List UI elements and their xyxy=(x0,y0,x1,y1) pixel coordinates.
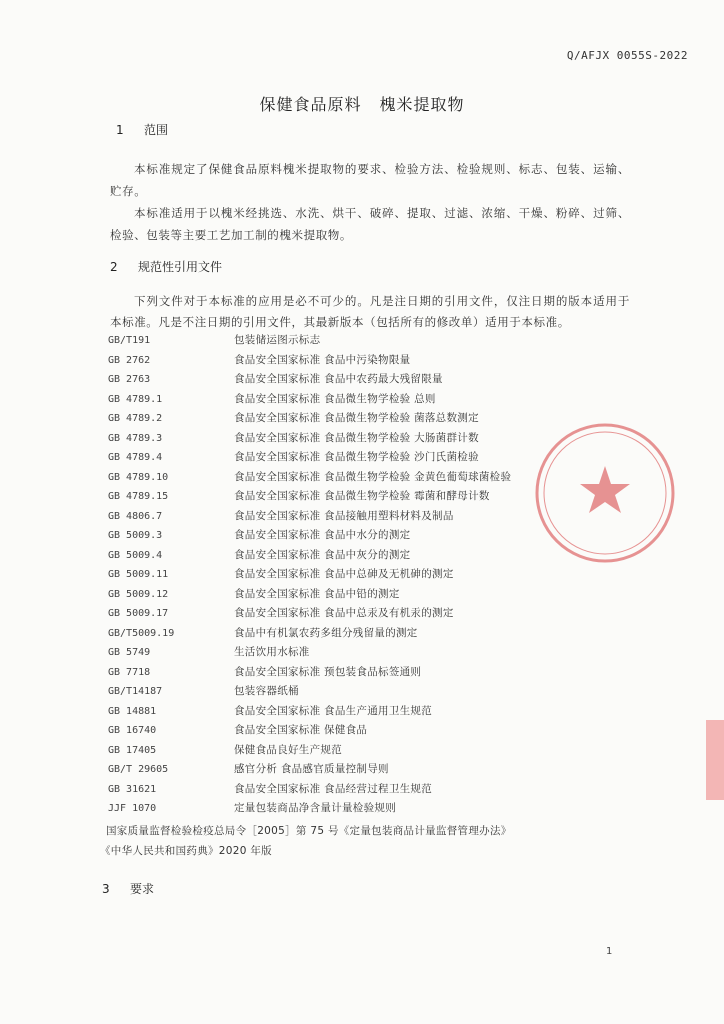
reference-code: GB/T5009.19 xyxy=(108,627,175,639)
reference-item xyxy=(108,390,628,410)
reference-code: GB 4789.2 xyxy=(108,413,163,424)
edge-stamp-fragment xyxy=(706,720,724,800)
reference-code: GB 2763 xyxy=(108,374,151,385)
normative-intro: 下列文件对于本标准的应用是必不可少的。凡是注日期的引用文件，仅注日期的版本适用于本标准。凡是不注日期的引用文件，其最新版本（包括所有的修改单）适用于本标准。 xyxy=(110,294,630,329)
reference-item xyxy=(108,663,628,683)
reference-code: GB 4789.4 xyxy=(108,452,163,463)
reference-name: 食品安全国家标准 食品中总汞及有机汞的测定 xyxy=(234,607,454,619)
reference-code: GB 17405 xyxy=(108,744,157,756)
reference-code: GB 16740 xyxy=(108,725,157,736)
section-heading-3: 3 要求 xyxy=(102,882,155,896)
reference-code: GB 14881 xyxy=(108,705,157,717)
scope-paragraph-1: 本标准规定了保健食品原料槐米提取物的要求、检验方法、检验规则、标志、包装、运输、贮存。 xyxy=(110,162,630,198)
reference-item xyxy=(108,585,628,605)
reference-code: GB 5009.17 xyxy=(108,608,169,619)
reference-name: 食品安全国家标准 食品微生物学检验 沙门氏菌检验 xyxy=(234,451,479,463)
reference-item xyxy=(108,643,628,663)
reference-name: 食品安全国家标准 食品生产通用卫生规范 xyxy=(234,704,433,717)
reference-item xyxy=(108,721,628,741)
reference-item xyxy=(108,702,628,722)
reference-item xyxy=(108,351,628,371)
reference-item xyxy=(108,370,628,390)
reference-code: GB 4789.1 xyxy=(108,393,163,405)
reference-name: 食品中有机氯农药多组分残留量的测定 xyxy=(234,626,418,639)
scope-paragraph-2: 本标准适用于以槐米经挑选、水洗、烘干、破碎、提取、过滤、浓缩、干燥、粉碎、过筛、检验、包装等主要工艺加工制的槐米提取物。 xyxy=(110,206,630,242)
reference-item xyxy=(108,760,628,780)
reference-code: GB 5009.11 xyxy=(108,569,169,580)
page-number: 1 xyxy=(606,946,613,957)
reference-code: GB 5009.3 xyxy=(108,530,163,541)
document-title xyxy=(0,92,724,115)
reference-code: GB 4806.7 xyxy=(108,510,163,522)
reference-code: GB 5009.4 xyxy=(108,549,163,561)
reference-item xyxy=(108,604,628,624)
reference-code: GB/T 29605 xyxy=(108,764,169,775)
reference-code: GB 31621 xyxy=(108,783,157,795)
reference-name: 包装储运图示标志 xyxy=(234,334,321,346)
tail-line-1: 国家质量监督检验检疫总局令［2005］第 75 号《定量包装商品计量监督管理办法》 xyxy=(106,825,512,837)
reference-name: 食品安全国家标准 食品中污染物限量 xyxy=(234,353,411,366)
reference-code: GB 7718 xyxy=(108,666,151,678)
reference-name: 食品安全国家标准 食品中铅的测定 xyxy=(234,587,400,600)
reference-name: 食品安全国家标准 保健食品 xyxy=(234,724,368,736)
reference-item xyxy=(108,331,628,351)
reference-item xyxy=(108,780,628,800)
reference-name: 食品安全国家标准 预包装食品标签通则 xyxy=(234,665,422,678)
reference-name: 食品安全国家标准 食品微生物学检验 大肠菌群计数 xyxy=(234,431,479,444)
reference-code: JJF 1070 xyxy=(108,803,157,814)
reference-item xyxy=(108,682,628,702)
reference-name: 食品安全国家标准 食品中水分的测定 xyxy=(234,529,411,541)
reference-name: 食品安全国家标准 食品微生物学检验 总则 xyxy=(234,392,436,405)
reference-code: GB/T191 xyxy=(108,335,151,346)
reference-name: 保健食品良好生产规范 xyxy=(234,743,342,756)
reference-code: GB 5749 xyxy=(108,647,151,658)
reference-code: GB 4789.15 xyxy=(108,491,169,502)
reference-name: 食品安全国家标准 食品微生物学检验 霉菌和酵母计数 xyxy=(234,490,490,502)
reference-code: GB/T14187 xyxy=(108,686,163,697)
reference-name: 食品安全国家标准 食品经营过程卫生规范 xyxy=(234,782,433,795)
reference-name: 食品安全国家标准 食品中农药最大残留限量 xyxy=(234,373,443,385)
title-part2: 槐米提取物 xyxy=(379,95,465,114)
reference-list xyxy=(108,331,628,819)
reference-name: 生活饮用水标准 xyxy=(234,646,310,658)
reference-item xyxy=(108,799,628,819)
reference-code: GB 4789.3 xyxy=(108,432,163,444)
tail-line-2: 《中华人民共和国药典》2020 年版 xyxy=(100,845,272,857)
reference-name: 包装容器纸桶 xyxy=(234,685,299,697)
reference-code: GB 2762 xyxy=(108,354,151,366)
reference-name: 食品安全国家标准 食品微生物学检验 菌落总数测定 xyxy=(234,412,479,424)
reference-item xyxy=(108,624,628,644)
standard-code: Q/AFJX 0055S-2022 xyxy=(566,49,688,62)
section-heading-1: 1 范围 xyxy=(116,123,169,137)
reference-name: 食品安全国家标准 食品中总砷及无机砷的测定 xyxy=(234,568,454,580)
title-part1: 保健食品原料 xyxy=(259,95,362,114)
reference-name: 定量包装商品净含量计量检验规则 xyxy=(234,802,396,814)
company-seal-stamp xyxy=(530,418,680,568)
reference-name: 食品安全国家标准 食品微生物学检验 金黄色葡萄球菌检验 xyxy=(234,470,512,483)
reference-name: 感官分析 食品感官质量控制导则 xyxy=(234,763,389,775)
section-heading-2: 2 规范性引用文件 xyxy=(110,260,223,274)
reference-item xyxy=(108,741,628,761)
reference-code: GB 5009.12 xyxy=(108,588,169,600)
reference-code: GB 4789.10 xyxy=(108,471,169,483)
reference-name: 食品安全国家标准 食品中灰分的测定 xyxy=(234,548,411,561)
reference-name: 食品安全国家标准 食品接触用塑料材料及制品 xyxy=(234,509,454,522)
